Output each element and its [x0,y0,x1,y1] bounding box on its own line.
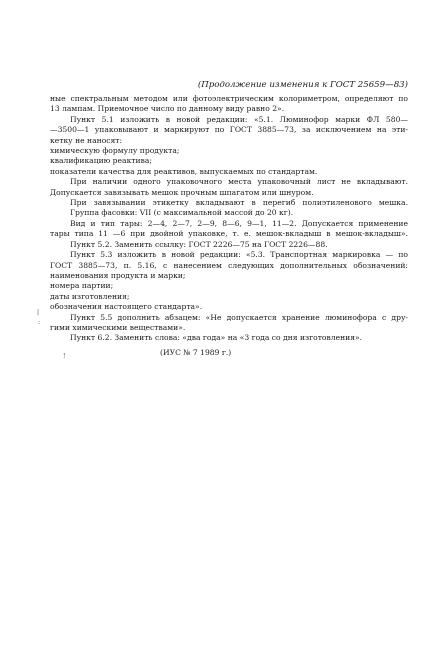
text-line: При наличии одного упаковочного места упаковочный лист не вкладывают. [70,177,408,187]
text-line: Пункт 5.3 изложить в новой редакции: «5.3. Транспортная маркировка — по [70,250,408,260]
text-line: Группа фасовки: VII (с максимальной массой до 20 кг). [70,208,294,218]
text-line: Пункт 5.1 изложить в новой редакции: «5.1. Люминофор марки ФЛ 580— [70,114,408,124]
text-line: номера партии; [50,281,114,291]
text-line: обозначения настоящего стандарта». [50,302,203,312]
text-line: Пункт 6.2. Заменить слова: «два года» на «3 года со дня изготовления». [70,333,363,343]
text-line: 13 лампам. Приемочное число по данному виду равно 2». [50,104,285,114]
text-line: гими химическими веществами». [50,322,186,332]
text-line: тары типа 11 —6 при двойной упаковке, т. е. мешок-вкладыш в мешок-вкладыш». [50,229,408,239]
text-line: кетку не наносят: [50,135,123,145]
text-line: Пункт 5.2. Заменить ссылку: ГОСТ 2226—75 на ГОСТ 2226—88. [70,239,328,249]
text-line: Допускается завязывать мешок прочным шпагатом или шнуром. [50,187,314,197]
scan-mark: ! [63,353,66,360]
page-header: (Продолжение изменения к ГОСТ 25659—83) [197,80,408,90]
text-line: Вид и тип тары: 2—4, 2—7, 2—9, 8—6, 9—1, 11—2. Допускается применение [70,218,408,228]
text-line: —3500—1 упаковывают и маркируют по ГОСТ 3885—73, за исключением на эти- [50,125,408,135]
scan-mark: : [38,319,41,326]
text-line: ные спектральным методом или фотоэлектрическим колориметром, определяют по [50,94,408,103]
footer-note [50,348,408,358]
footer-text: (ИУС № 7 1989 г.) [160,347,232,357]
text-line: Пункт 5.5 дополнить абзацем: «Не допускается хранение люминофора с дру- [70,312,408,322]
text-line: даты изготовления; [50,291,130,301]
text-line: квалификацию реактива; [50,156,152,166]
scan-mark: | [37,309,40,316]
text-line: ГОСТ 3885—73, п. 5.16, с нанесением следующих дополнительных обозначений: [50,260,408,270]
text-line: При завязывании этикетку вкладывают в перегиб полиэтиленового мешка. [70,198,408,208]
text-line: наименования продукта и марки; [50,270,186,280]
text-line: химическую формулу продукта; [50,146,180,156]
text-line: показатели качества для реактивов, выпускаемых по стандартам. [50,166,318,176]
document-body [50,94,408,358]
